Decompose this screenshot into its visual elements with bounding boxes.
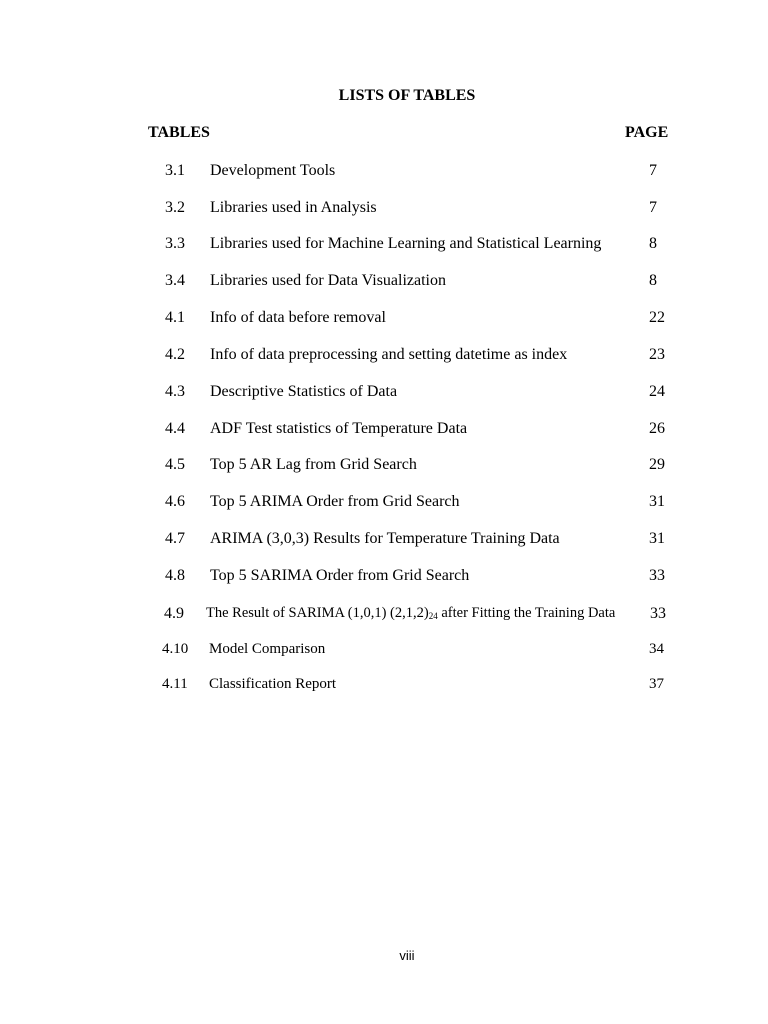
table-number: 4.10 [162,641,189,657]
table-number: 4.7 [165,530,185,547]
column-header-page: PAGE [625,124,669,141]
table-title: ARIMA (3,0,3) Results for Temperature Training Data [210,530,560,547]
table-title: Libraries used in Analysis [210,199,377,216]
list-item [0,676,768,698]
list-item [0,530,768,552]
list-item [0,567,768,589]
list-item [0,235,768,257]
page-number: 33 [649,567,665,584]
page-number: 26 [649,420,665,437]
page-number: 31 [649,493,665,510]
table-title: Top 5 ARIMA Order from Grid Search [210,493,460,510]
table-title: Libraries used for Machine Learning and Statistical Learning [210,235,602,252]
page-number: 8 [649,272,657,289]
list-item [0,456,768,478]
table-title [206,605,615,622]
table-number: 4.5 [165,456,185,473]
table-title: Descriptive Statistics of Data [210,383,398,400]
list-item [0,346,768,368]
list-item [0,420,768,442]
table-title: Classification Report [209,676,337,692]
page-number: 29 [649,456,665,473]
page-title: LISTS OF TABLES [338,87,476,104]
table-number: 4.3 [165,383,185,400]
list-item [0,199,768,221]
list-item [0,493,768,515]
table-title: Model Comparison [209,641,326,657]
table-number: 4.9 [164,605,184,622]
table-title: Libraries used for Data Visualization [210,272,446,289]
list-item [0,162,768,184]
table-title-suffix: after Fitting the Training Data [437,605,616,621]
table-title-subscript: 24 [428,611,438,621]
table-number: 4.1 [165,309,185,326]
table-title-prefix: The Result of SARIMA (1,0,1) (2,1,2) [206,605,429,621]
table-title: Info of data before removal [210,309,386,326]
table-title: Info of data preprocessing and setting datetime as index [210,346,568,363]
table-number: 4.4 [165,420,185,437]
list-item [0,272,768,294]
table-number: 4.6 [165,493,185,510]
list-item [0,309,768,331]
page-number: 23 [649,346,665,363]
table-number: 3.4 [165,272,185,289]
column-header-tables: TABLES [148,124,210,141]
table-title: Top 5 SARIMA Order from Grid Search [210,567,470,584]
table-title: ADF Test statistics of Temperature Data [210,420,468,437]
table-number: 4.11 [162,676,188,692]
table-number: 3.1 [165,162,185,179]
list-item [0,605,768,627]
page-number: 22 [649,309,665,326]
page-number: 7 [649,162,657,179]
table-number: 4.2 [165,346,185,363]
table-number: 4.8 [165,567,185,584]
page-footer-number: viii [399,948,415,963]
table-number: 3.2 [165,199,185,216]
page-number: 34 [649,641,664,657]
table-title: Top 5 AR Lag from Grid Search [210,456,417,473]
page-number: 37 [649,676,664,692]
table-number: 3.3 [165,235,185,252]
page-number: 8 [649,235,657,252]
list-item [0,383,768,405]
page-number: 31 [649,530,665,547]
table-title: Development Tools [210,162,336,179]
list-item [0,641,768,663]
page-number: 33 [650,605,666,622]
page-number: 7 [649,199,657,216]
page-number: 24 [649,383,665,400]
